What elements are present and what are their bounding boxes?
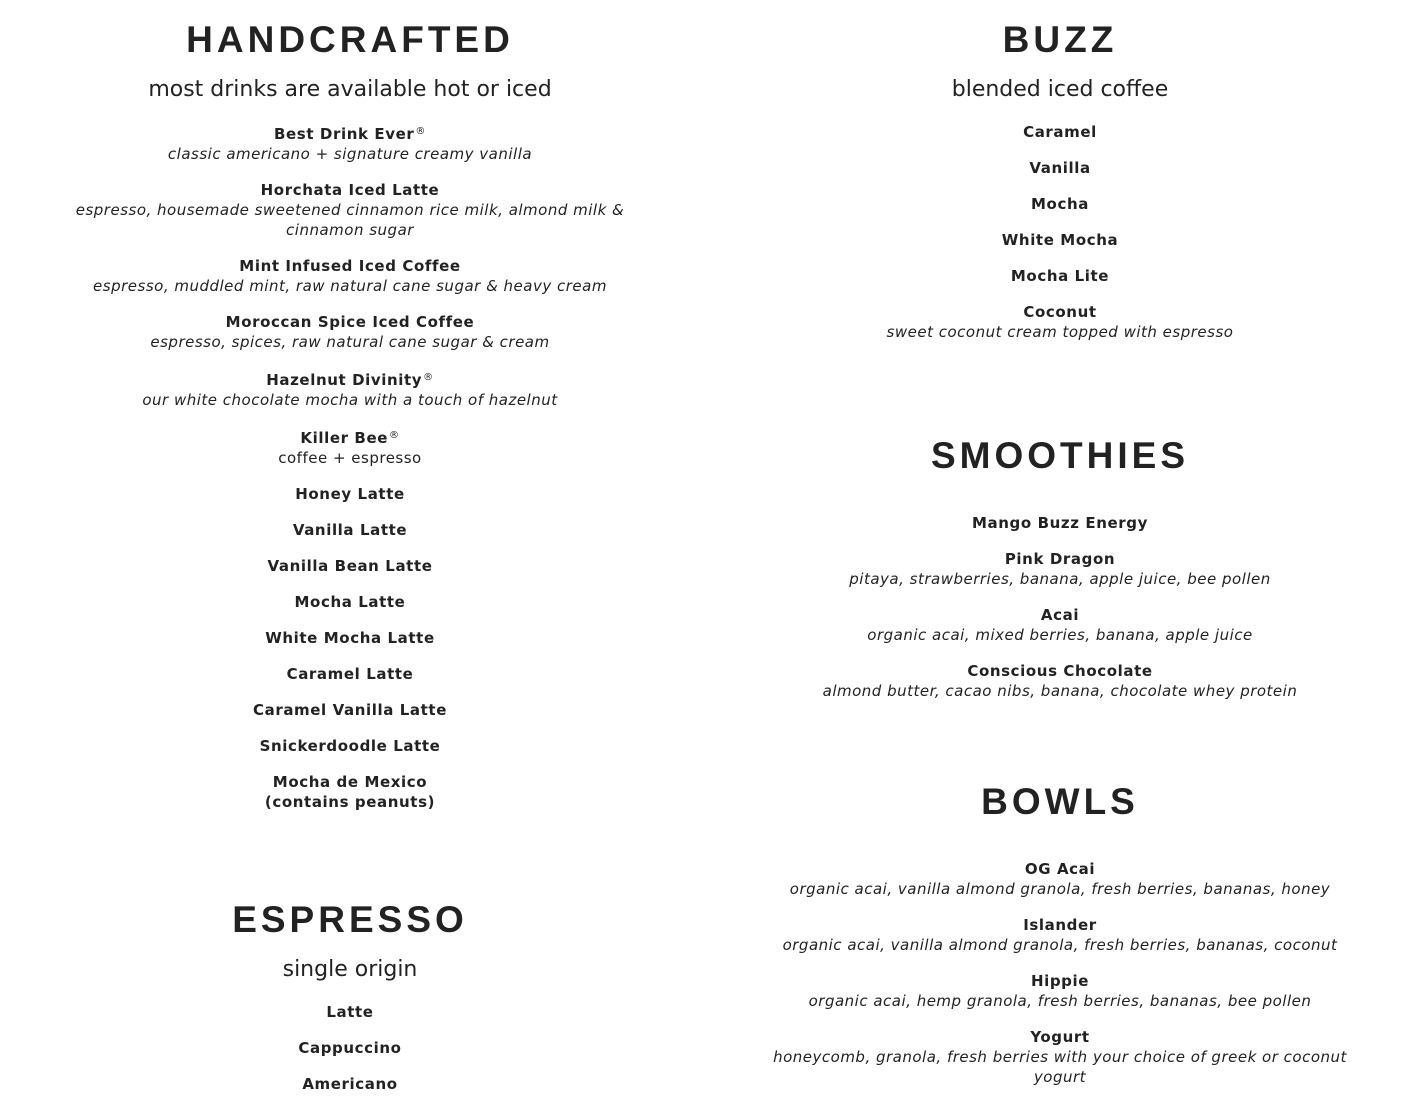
menu-item-description: organic acai, vanilla almond granola, fresh berries, bananas, honey bbox=[789, 880, 1331, 898]
menu-item-name-text: Horchata Iced Latte bbox=[260, 181, 440, 199]
menu-item-name-text: Yogurt bbox=[1030, 1028, 1090, 1046]
menu-item-description: organic acai, mixed berries, banana, apple juice bbox=[867, 626, 1253, 644]
menu-item-name-text: Caramel Vanilla Latte bbox=[253, 701, 447, 719]
menu-item-name-text: Best Drink Ever bbox=[274, 125, 415, 143]
menu-item-name-text: OG Acai bbox=[1024, 860, 1096, 878]
menu-item-name-text: White Mocha Latte bbox=[265, 629, 435, 647]
menu-item-name-text: Vanilla bbox=[1029, 159, 1091, 177]
menu-item-description: almond butter, cacao nibs, banana, chocolate whey protein bbox=[822, 682, 1298, 700]
menu-item bbox=[0, 700, 700, 720]
menu-item bbox=[0, 520, 700, 540]
menu-item-name bbox=[710, 513, 1410, 533]
menu-item bbox=[710, 194, 1410, 214]
menu-item-name-text: Caramel bbox=[1023, 123, 1097, 141]
menu-item bbox=[710, 915, 1410, 955]
menu-item bbox=[710, 605, 1410, 645]
menu-item bbox=[0, 772, 700, 812]
menu-item-name bbox=[0, 520, 700, 540]
menu-item-description: classic americano + signature creamy vanilla bbox=[167, 145, 533, 163]
menu-item-name-text: Acai bbox=[1040, 606, 1080, 624]
menu-item-name-text: Mango Buzz Energy bbox=[972, 514, 1148, 532]
menu-item-description: sweet coconut cream topped with espresso bbox=[886, 323, 1234, 341]
menu-item-name-text: Vanilla Latte bbox=[292, 521, 408, 539]
menu-item-name-text: Caramel Latte bbox=[286, 665, 414, 683]
menu-item bbox=[710, 302, 1410, 342]
menu-item-name-text: Conscious Chocolate bbox=[967, 662, 1153, 680]
menu-item-name-text: Mocha Lite bbox=[1010, 267, 1110, 285]
menu-item-name bbox=[710, 549, 1410, 569]
menu-item-list bbox=[710, 122, 1410, 342]
menu-item-name bbox=[0, 664, 700, 684]
menu-item-name bbox=[710, 122, 1410, 142]
menu-item-name bbox=[710, 971, 1410, 991]
menu-item-name bbox=[0, 180, 700, 200]
menu-item-name bbox=[710, 915, 1410, 935]
menu-item-name-text: Latte bbox=[326, 1003, 374, 1021]
menu-item-name bbox=[0, 312, 700, 332]
menu-item bbox=[0, 1002, 700, 1022]
menu-item bbox=[0, 122, 700, 164]
menu-item-name bbox=[710, 605, 1410, 625]
section-title: HANDCRAFTED bbox=[186, 19, 514, 60]
menu-item-name-text: Pink Dragon bbox=[1004, 550, 1116, 568]
menu-item-name bbox=[710, 266, 1410, 286]
section-buzz bbox=[710, 18, 1410, 358]
menu-item-list bbox=[0, 1002, 700, 1094]
menu-item-name bbox=[0, 368, 700, 390]
menu-item-name bbox=[0, 1038, 700, 1058]
section-espresso bbox=[0, 898, 700, 1110]
menu-item-name-text: Mocha bbox=[1031, 195, 1089, 213]
menu-item-name-text: Coconut bbox=[1023, 303, 1097, 321]
menu-item-name-text: Honey Latte bbox=[295, 485, 405, 503]
menu-item bbox=[710, 549, 1410, 589]
menu-item-name bbox=[0, 700, 700, 720]
section-subtitle: single origin bbox=[282, 957, 418, 982]
menu-item bbox=[0, 1074, 700, 1094]
section-subtitle: most drinks are available hot or iced bbox=[148, 77, 552, 102]
menu-item-list bbox=[0, 122, 700, 812]
menu-item-name-text: Snickerdoodle Latte bbox=[259, 737, 441, 755]
section-smoothies bbox=[710, 434, 1410, 717]
menu-item bbox=[0, 1038, 700, 1058]
menu-item-name bbox=[0, 256, 700, 276]
menu-item bbox=[0, 256, 700, 296]
menu-item bbox=[710, 661, 1410, 701]
menu-item-name bbox=[0, 122, 700, 144]
menu-item-description: espresso, muddled mint, raw natural cane sugar & heavy cream bbox=[93, 277, 607, 295]
menu-item bbox=[710, 971, 1410, 1011]
menu-item bbox=[0, 484, 700, 504]
menu-item-list bbox=[710, 859, 1410, 1087]
menu-item-name bbox=[0, 736, 700, 756]
menu-item bbox=[0, 556, 700, 576]
menu-item-description: honeycomb, granola, fresh berries with your choice of greek or coconut yogurt bbox=[773, 1048, 1347, 1086]
section-bowls bbox=[710, 780, 1410, 1103]
menu-item-name-text: Mocha Latte bbox=[294, 593, 406, 611]
menu-item-list bbox=[710, 513, 1410, 701]
menu-item-name bbox=[710, 158, 1410, 178]
menu-item bbox=[0, 180, 700, 240]
menu-item bbox=[0, 736, 700, 756]
menu-item-name-text: Moroccan Spice Iced Coffee bbox=[225, 313, 475, 331]
menu-item-description: pitaya, strawberries, banana, apple juice, bee pollen bbox=[849, 570, 1271, 588]
menu-item-name bbox=[0, 628, 700, 648]
registered-mark: ® bbox=[423, 372, 434, 383]
menu-item-name bbox=[0, 1074, 700, 1094]
menu-item-name bbox=[0, 592, 700, 612]
menu-item bbox=[710, 122, 1410, 142]
menu-item-description: espresso, housemade sweetened cinnamon rice milk, almond milk & cinnamon sugar bbox=[75, 201, 625, 239]
section-handcrafted bbox=[0, 18, 700, 828]
menu-item bbox=[0, 426, 700, 468]
menu-item-name bbox=[0, 484, 700, 504]
menu-item-name bbox=[0, 772, 700, 792]
menu-item-description: coffee + espresso bbox=[278, 449, 422, 467]
menu-item-name-text: Americano bbox=[302, 1075, 398, 1093]
menu-item bbox=[710, 1027, 1410, 1087]
menu-item-name-text: Islander bbox=[1023, 916, 1097, 934]
section-title: ESPRESSO bbox=[232, 899, 468, 940]
menu-item-name bbox=[710, 302, 1410, 322]
menu-item-name-text: Cappuccino bbox=[298, 1039, 402, 1057]
menu-item-name-text: Killer Bee bbox=[300, 429, 388, 447]
menu-item-name bbox=[710, 859, 1410, 879]
menu-item-name bbox=[710, 230, 1410, 250]
menu-item-name bbox=[710, 194, 1410, 214]
menu-item bbox=[710, 158, 1410, 178]
menu-item-description: our white chocolate mocha with a touch of hazelnut bbox=[142, 391, 558, 409]
menu-item-name-text: Hazelnut Divinity bbox=[266, 371, 423, 389]
menu-item-name-text: Mint Infused Iced Coffee bbox=[239, 257, 461, 275]
menu-item bbox=[0, 312, 700, 352]
menu-item bbox=[0, 592, 700, 612]
menu-item bbox=[710, 230, 1410, 250]
menu-item-name bbox=[710, 661, 1410, 681]
menu-item-name-text: White Mocha bbox=[1001, 231, 1119, 249]
menu-item-name bbox=[0, 426, 700, 448]
menu-item bbox=[710, 513, 1410, 533]
menu-item-description: organic acai, hemp granola, fresh berries, bananas, bee pollen bbox=[808, 992, 1312, 1010]
menu-item-name-text: Vanilla Bean Latte bbox=[267, 557, 433, 575]
menu-item-name-text: Hippie bbox=[1030, 972, 1090, 990]
menu-item bbox=[0, 664, 700, 684]
section-title: BOWLS bbox=[981, 781, 1139, 822]
menu-item-note: (contains peanuts) bbox=[264, 793, 436, 811]
menu-item-description: organic acai, vanilla almond granola, fresh berries, bananas, coconut bbox=[782, 936, 1338, 954]
menu-item bbox=[0, 368, 700, 410]
menu-item-name-text: Mocha de Mexico bbox=[272, 773, 428, 791]
menu-item-name bbox=[0, 556, 700, 576]
menu-item-name bbox=[0, 1002, 700, 1022]
menu-item bbox=[710, 266, 1410, 286]
menu-item bbox=[0, 628, 700, 648]
section-title: BUZZ bbox=[1002, 19, 1118, 60]
menu-item-name bbox=[710, 1027, 1410, 1047]
menu-item-description: espresso, spices, raw natural cane sugar & cream bbox=[150, 333, 550, 351]
section-title: SMOOTHIES bbox=[930, 435, 1190, 476]
registered-mark: ® bbox=[415, 126, 426, 137]
registered-mark: ® bbox=[389, 430, 400, 441]
menu-item bbox=[710, 859, 1410, 899]
section-subtitle: blended iced coffee bbox=[951, 77, 1169, 102]
